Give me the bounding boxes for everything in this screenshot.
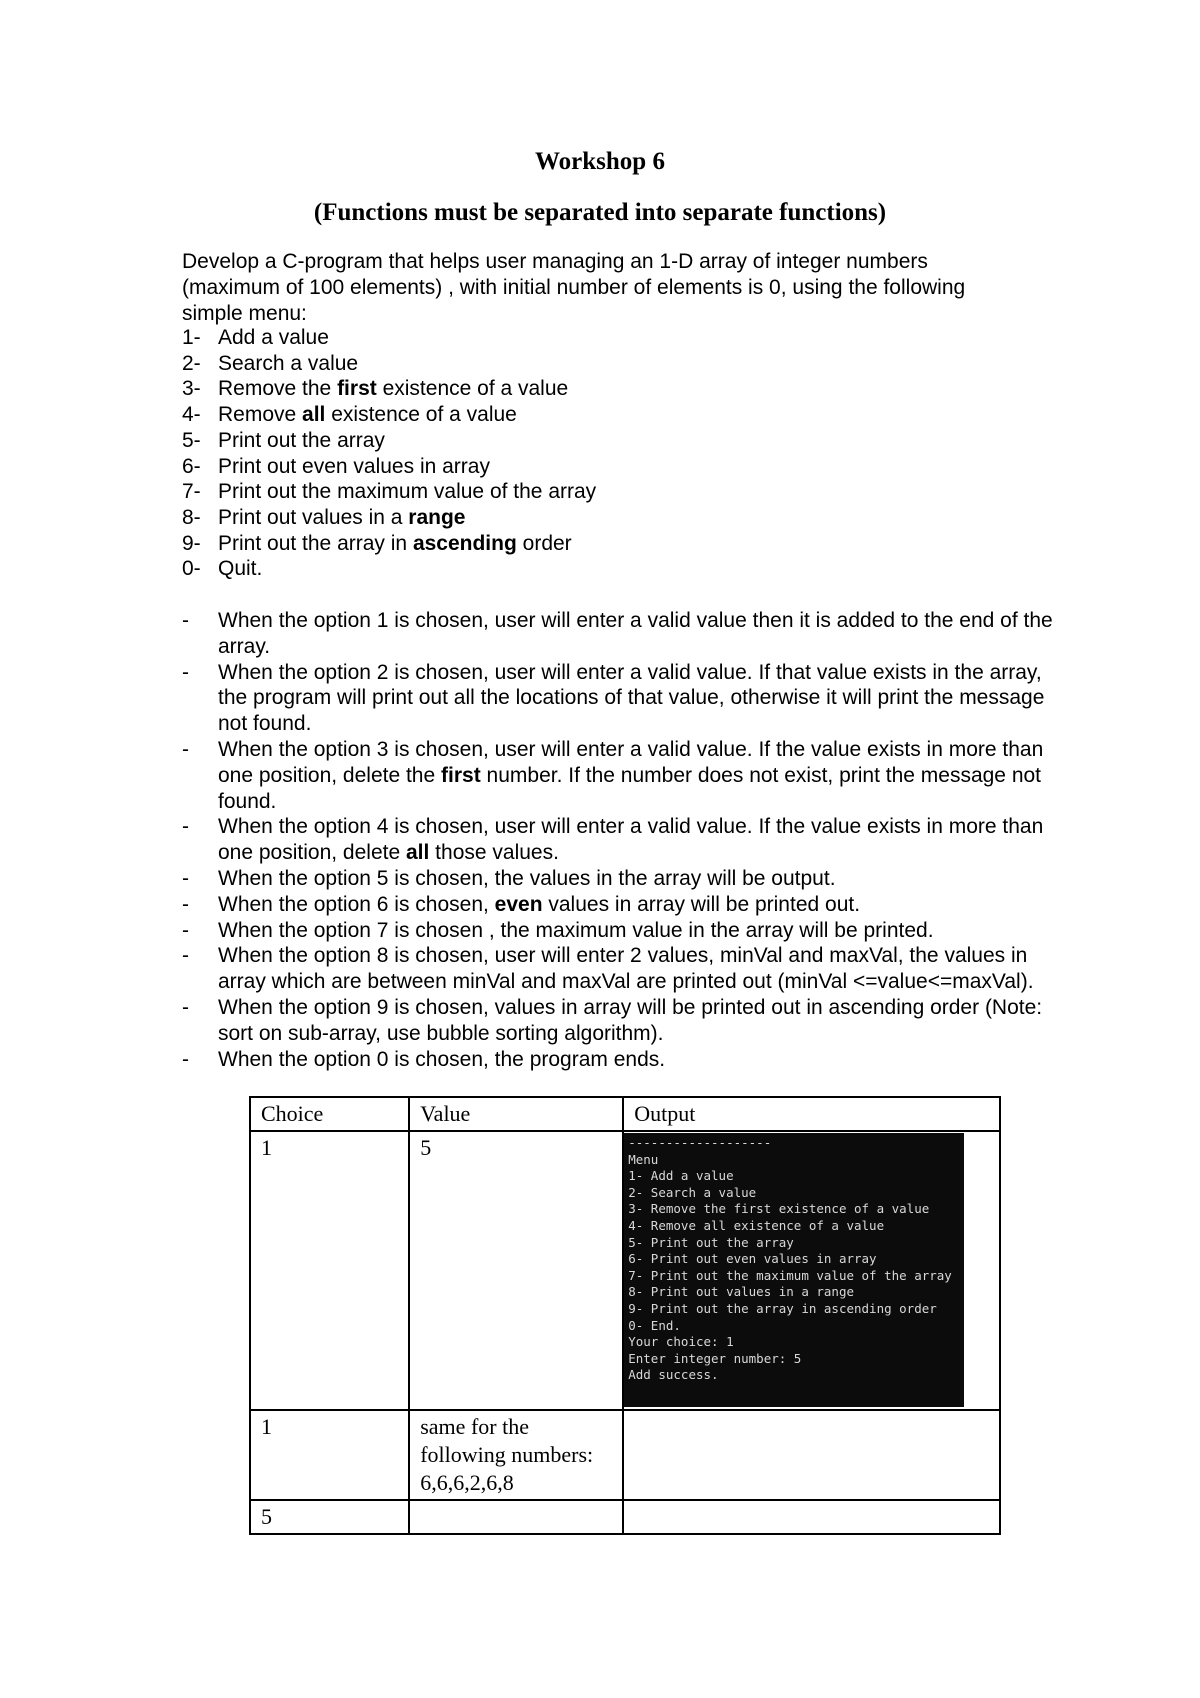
bullet-dash: -: [182, 892, 189, 916]
requirement-text: [218, 918, 1062, 944]
requirement-text: [218, 892, 1062, 918]
menu-item-label: [218, 531, 572, 557]
requirement-text: [218, 737, 1062, 814]
menu-item: [182, 428, 1062, 454]
menu-item-label: [218, 428, 385, 454]
requirement-item: [182, 995, 1062, 1047]
page-title: Workshop 6: [535, 148, 665, 175]
menu-item-text: Remove the: [218, 377, 338, 401]
menu-item-label: [218, 325, 329, 351]
menu-item-emphasis: all: [302, 403, 326, 427]
intro-paragraph: [182, 249, 1062, 327]
requirement-item: [182, 943, 1062, 995]
requirement-text-part: When the option 0 is chosen, the program ends.: [218, 1047, 666, 1071]
choice-cell: 1: [250, 1131, 409, 1410]
menu-item-number: 3-: [182, 377, 201, 401]
requirements-list: [182, 608, 1062, 1072]
header-output: Output: [623, 1097, 1000, 1131]
requirement-emphasis: first: [441, 763, 481, 787]
requirement-text-part: those values.: [429, 841, 559, 865]
requirement-text: [218, 943, 1062, 995]
bullet-dash: -: [182, 866, 189, 890]
menu-item-text: Quit.: [218, 557, 263, 581]
table-row: [250, 1410, 1000, 1500]
requirement-text-part: When the option 2 is chosen, user will enter a valid value. If that value exists in the array, the program will print out all the locations of that value, otherwise it will print the message not found.: [218, 660, 1045, 736]
value-cell: 5: [409, 1131, 623, 1410]
menu-item: [182, 454, 1062, 480]
menu-item-emphasis: ascending: [412, 531, 517, 555]
choice-cell: 5: [250, 1500, 409, 1534]
menu-item-label: [218, 454, 490, 480]
console-line: 1- Add a value: [628, 1168, 734, 1184]
value-cell: same for the following numbers: 6,6,6,2,6,8: [409, 1410, 623, 1500]
menu-item-label: [218, 556, 262, 582]
menu-item-label: [218, 479, 596, 505]
menu-item-number: 9-: [182, 531, 201, 555]
console-line: 4- Remove all existence of a value: [628, 1217, 885, 1233]
menu-item-number: 1-: [182, 326, 201, 349]
menu-item-text: Print out the array: [218, 428, 385, 452]
output-cell: [623, 1410, 1000, 1500]
menu-item-text: existence of a value: [376, 377, 569, 401]
menu-item-number: 5-: [182, 428, 201, 452]
menu-item-number: 7-: [182, 480, 201, 504]
menu-item-number: 6-: [182, 454, 201, 478]
menu-item-number: 0-: [182, 557, 201, 581]
requirement-text-part: number. If the number does not exist, print the message not found.: [218, 763, 1042, 813]
header-choice: Choice: [250, 1097, 409, 1131]
requirement-text-part: When the option 6 is chosen,: [218, 892, 495, 916]
requirement-text: [218, 995, 1062, 1047]
menu-item-emphasis: range: [408, 505, 466, 529]
menu-item-text: existence of a value: [325, 403, 517, 427]
menu-item-emphasis: first: [337, 377, 377, 401]
console-line: 0- End.: [628, 1317, 681, 1333]
table-header-row: [250, 1097, 1000, 1131]
requirement-text-part: values in array will be printed out.: [542, 892, 861, 916]
menu-item-text: Print out values in a: [218, 505, 409, 529]
requirement-text: [218, 1047, 1062, 1073]
bullet-dash: -: [182, 918, 189, 942]
menu-item: [182, 351, 1062, 377]
menu-item-number: 4-: [182, 403, 201, 427]
menu-item-number: 8-: [182, 505, 201, 529]
requirement-item: [182, 892, 1062, 918]
requirement-text: [218, 814, 1062, 866]
menu-list: [182, 325, 1062, 582]
menu-item: [182, 376, 1062, 402]
console-line: Menu: [628, 1151, 659, 1167]
menu-item-label: [218, 351, 358, 377]
console-line: 6- Print out even values in array: [628, 1251, 877, 1267]
requirement-text: [218, 866, 1062, 892]
intro-line: Develop a C-program that helps user managing an 1-D array of integer numbers: [182, 250, 928, 273]
bullet-dash: -: [182, 944, 189, 968]
requirement-emphasis: even: [494, 892, 543, 916]
console-line: 9- Print out the array in ascending order: [628, 1300, 937, 1316]
menu-item: [182, 325, 1062, 351]
output-cell: [623, 1131, 1000, 1410]
menu-item-text: Remove: [218, 403, 303, 427]
requirement-item: [182, 737, 1062, 814]
console-line: 5- Print out the array: [628, 1234, 794, 1250]
bullet-dash: -: [182, 1047, 189, 1071]
io-table: [249, 1096, 1001, 1535]
intro-line: (maximum of 100 elements) , with initial number of elements is 0, using the following: [182, 276, 966, 299]
console-line: 8- Print out values in a range: [628, 1284, 855, 1300]
intro-line: simple menu:: [182, 302, 307, 325]
bullet-dash: -: [182, 660, 189, 684]
menu-item-text: Print out the array in: [218, 531, 413, 555]
menu-item-label: [218, 376, 568, 402]
menu-item-text: Search a value: [218, 351, 359, 375]
requirement-text: [218, 608, 1062, 660]
requirement-item: [182, 1047, 1062, 1073]
console-line: 3- Remove the first existence of a value: [628, 1201, 930, 1217]
requirement-text-part: When the option 7 is chosen , the maximum value in the array will be printed.: [218, 918, 934, 942]
header-value: Value: [409, 1097, 623, 1131]
console-line: Add success.: [628, 1367, 719, 1383]
requirement-text-part: When the option 5 is chosen, the values in the array will be output.: [218, 866, 836, 890]
menu-item: [182, 402, 1062, 428]
page-subtitle: (Functions must be separated into separate functions): [313, 199, 887, 226]
menu-item-text: Add a value: [218, 326, 329, 349]
requirement-item: [182, 866, 1062, 892]
requirement-text: [218, 660, 1062, 737]
console-line: -------------------: [628, 1135, 772, 1150]
bullet-dash: -: [182, 609, 189, 632]
menu-item-number: 2-: [182, 351, 201, 375]
output-cell: [623, 1500, 1000, 1534]
table-row: [250, 1500, 1000, 1534]
menu-item-label: [218, 402, 517, 428]
menu-item-label: [218, 505, 465, 531]
requirement-item: [182, 660, 1062, 737]
bullet-dash: -: [182, 737, 189, 761]
requirement-text-part: When the option 4 is chosen, user will enter a valid value. If the value exists in more than one position, delete: [218, 815, 1044, 865]
requirement-emphasis: all: [405, 841, 430, 865]
requirement-item: [182, 814, 1062, 866]
menu-item-text: order: [516, 531, 572, 555]
requirement-item: [182, 918, 1062, 944]
menu-item-text: Print out the maximum value of the array: [218, 480, 597, 504]
console-line: 2- Search a value: [628, 1184, 757, 1200]
menu-item: [182, 556, 1062, 582]
bullet-dash: -: [182, 995, 189, 1019]
menu-item: [182, 505, 1062, 531]
value-cell: [409, 1500, 623, 1534]
console-screenshot: [624, 1133, 964, 1407]
menu-item: [182, 479, 1062, 505]
bullet-dash: -: [182, 815, 189, 839]
console-line: Your choice: 1: [628, 1334, 734, 1350]
requirement-text-part: When the option 9 is chosen, values in array will be printed out in ascending order (Note: sort on sub-array, use bubble sorting algorithm).: [218, 995, 1043, 1045]
menu-item: [182, 531, 1062, 557]
menu-item-text: Print out even values in array: [218, 454, 490, 478]
requirement-item: [182, 608, 1062, 660]
console-line: Enter integer number: 5: [628, 1350, 802, 1366]
requirement-text-part: When the option 8 is chosen, user will enter 2 values, minVal and maxVal, the values in array which are between minVal and maxVal are printed out (minVal <=value<=maxVal).: [218, 944, 1034, 994]
requirement-text-part: When the option 1 is chosen, user will enter a valid value then it is added to the end of the array.: [218, 609, 1053, 658]
table-row: [250, 1131, 1000, 1410]
console-line: 7- Print out the maximum value of the array: [628, 1267, 952, 1283]
requirement-text-part: When the option 3 is chosen, user will enter a valid value. If the value exists in more than one position, delete the: [218, 737, 1044, 787]
choice-cell: 1: [250, 1410, 409, 1500]
